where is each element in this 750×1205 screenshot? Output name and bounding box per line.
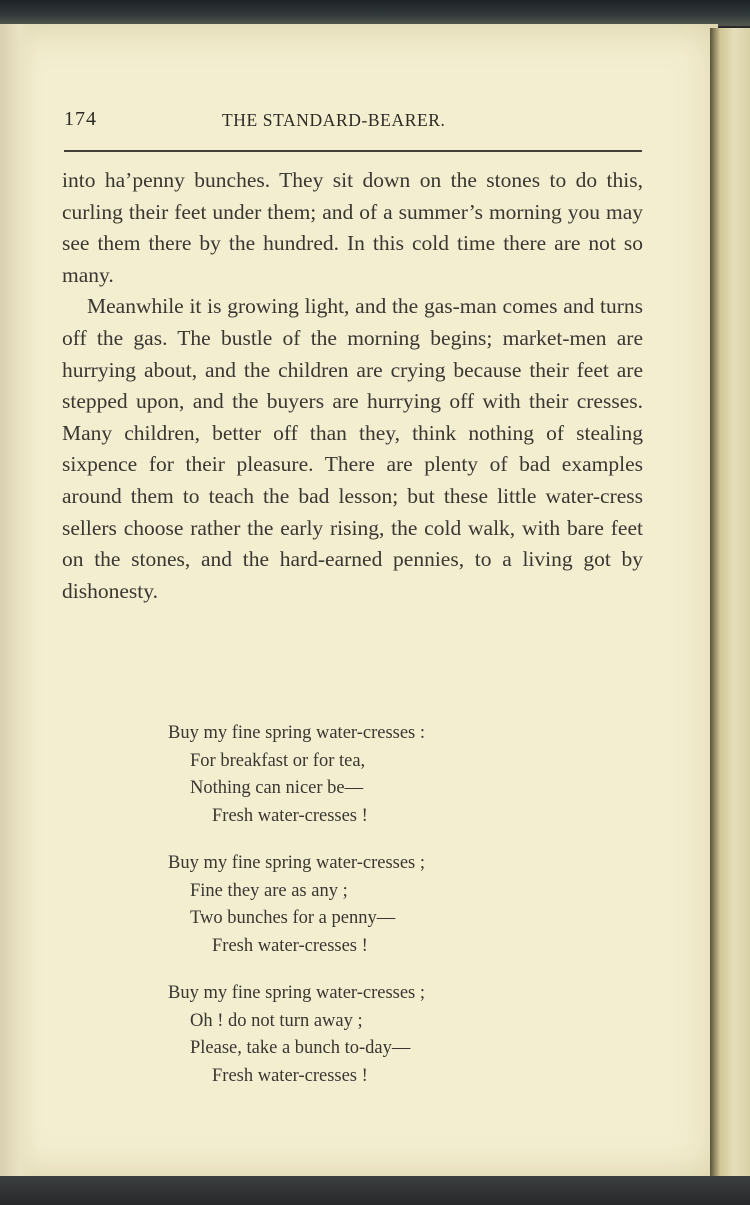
page-gutter — [0, 24, 38, 1178]
body-text — [62, 165, 643, 607]
poem-line: Fresh water-cresses ! — [212, 935, 368, 956]
poem-line: Buy my fine spring water-cresses ; — [168, 983, 426, 1003]
poem-line: Oh ! do not turn away ; — [190, 1010, 363, 1031]
book-bottom-edge — [0, 1176, 750, 1205]
poem-line: Buy my fine spring water-cresses : — [168, 723, 426, 743]
poem-line: Please, take a bunch to-day— — [190, 1038, 411, 1058]
poem-line: Fresh water-cresses ! — [212, 1065, 368, 1086]
poem-stanza — [168, 980, 568, 1090]
header-rule — [64, 150, 642, 152]
facing-page-edge — [710, 28, 750, 1178]
page-number: 174 — [64, 108, 97, 130]
poem-line: Two bunches for a penny— — [190, 908, 396, 928]
running-head — [64, 108, 644, 136]
paragraph: Meanwhile it is growing light, and the gas-man comes and turns off the gas. The bustle of the morning begins; market-men are hurrying about, and the children are crying because their feet are stepped upon, and the buyers are hurrying off with their cresses. Many children, better off than they, think nothing of stealing sixpence for their pleasure. There are plenty of bad examples around them to teach the bad lesson; but these little water-cress sellers choose rather the early rising, the cold walk, with bare feet on the stones, and the hard-earned pennies, to a living got by dishonesty. — [62, 294, 643, 603]
poem — [168, 720, 568, 1110]
poem-stanza — [168, 850, 568, 960]
poem-line: Buy my fine spring water-cresses ; — [168, 853, 426, 873]
poem-line: Nothing can nicer be— — [190, 778, 364, 798]
running-title: THE STANDARD-BEARER. — [222, 110, 446, 130]
poem-line: Fine they are as any ; — [190, 880, 348, 901]
poem-stanza — [168, 720, 568, 830]
poem-line: Fresh water-cresses ! — [212, 805, 368, 826]
paragraph: into ha’penny bunches. They sit down on the stones to do this, curling their feet under them; and of a summer’s morning you may see them there by the hundred. In this cold time there are not so many. — [62, 168, 643, 287]
book-top-edge — [0, 0, 750, 26]
poem-line: For breakfast or for tea, — [190, 750, 366, 771]
